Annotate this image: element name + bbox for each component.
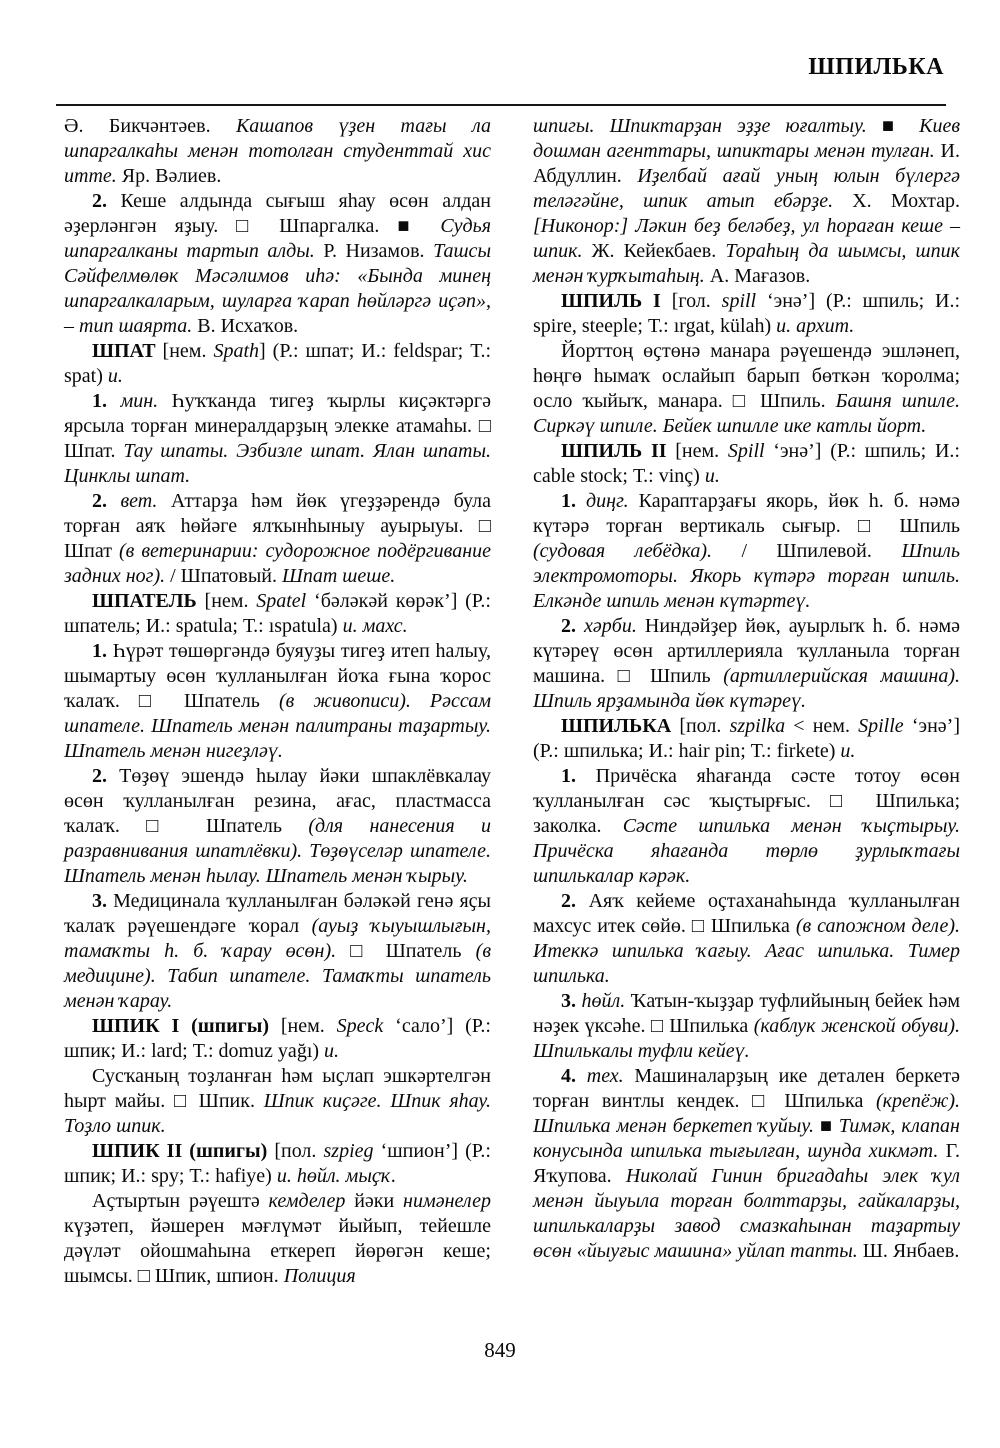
dictionary-paragraph	[64, 114, 491, 189]
dictionary-paragraph	[533, 339, 960, 439]
text-segment: Кашапов үҙен тағы ла шпаргалкаһы менән тотолған студенттай хис итте.	[64, 115, 491, 187]
text-segment: Р. Низамов.	[314, 240, 434, 262]
text-segment: кемделер	[268, 1190, 346, 1212]
text-segment: Ҡатын-ҡыҙҙар туфлийының бейек һәм нәҙек үксәһе. □ Шпилька	[533, 990, 960, 1037]
text-segment: 3.	[561, 990, 582, 1012]
text-segment: Шпик киҫәге. Шпик яһау. Тоҙло шпик.	[64, 1090, 491, 1137]
text-segment: ‘бәләкәй көрәк’] (Р.: шпатель; И.: spatula; Т.: ıspatula)	[64, 590, 491, 637]
text-segment: ] (Р.: шпат; И.: feldspar; Т.: spat)	[64, 340, 491, 387]
text-segment: 2.	[92, 490, 121, 512]
text-segment: 2.	[561, 890, 589, 912]
dictionary-paragraph	[533, 289, 960, 339]
dictionary-paragraph	[64, 339, 491, 389]
text-segment: Полиция	[283, 1265, 356, 1287]
dictionary-paragraph	[533, 989, 960, 1064]
text-segment: Николай Гинин бригадаһы элек ҡул менән йыуыла торған болттарҙы, гайкаларҙы, шпилькаларҙы завод смазкаһынан таҙартыу өсөн «йыуғыс машина» уйлап тапты.	[533, 1165, 960, 1262]
text-segment: шпигы. Шпиктарҙан эҙҙе юғалтыу.	[533, 115, 867, 137]
text-segment: 3.	[92, 890, 114, 912]
text-segment: Шпат шеше.	[281, 565, 396, 587]
text-segment: 1.	[561, 490, 587, 512]
text-segment: ‘энә’] (Р.: шпиль; И.: spire, steeple; Т.: ırgat, külah)	[533, 290, 960, 337]
text-segment: [нем.	[162, 340, 214, 362]
text-segment: Причёска яһағанда сәсте тотоу өсөн ҡулланылған сәс ҡыҫтырғыс. □ Шпилька; заколка.	[533, 765, 961, 837]
text-segment: хәрби.	[584, 615, 645, 637]
text-segment: Төҙөү эшендә һылау йәки шпаклёвкалау өсөн ҡулланылған резина, ағас, пластмасса ҡалаҡ. □ Шпатель	[64, 765, 491, 837]
text-segment: Киев дошман агенттары, шпиктары менән тулған.	[533, 115, 960, 162]
text-segment: и.	[107, 365, 123, 387]
text-segment: Һуҡҡанда тигеҙ ҡырлы киҫәктәргә ярсыла торған минералдарҙың элекке атамаһы. □ Шпат.	[64, 390, 492, 462]
text-segment: Сусҡаның тоҙланған һәм ыҫлап эшкәртелгән һырт майы. □ Шпик.	[64, 1065, 491, 1112]
header-rule	[56, 104, 946, 106]
dictionary-paragraph	[533, 614, 960, 714]
text-segment: Медицинала ҡулланылған бәләкәй генә яҫы ҡалаҡ рәүешендәге ҡорал	[64, 890, 491, 937]
text-segment: Шпиль электромоторы. Якорь күтәрә торған шпиль. Елкәнде шпиль менән күтәртеү.	[533, 540, 960, 612]
text-segment: 2.	[92, 765, 120, 787]
text-segment: диңг.	[586, 490, 639, 512]
text-segment: Speck	[336, 1015, 384, 1037]
text-segment: [Никонор:] Ләкин беҙ беләбеҙ, ул һораған кеше – шпик.	[533, 215, 960, 262]
text-segment: Ш. Янбаев.	[857, 1240, 960, 1262]
text-segment: Ж. Кейекбаев.	[582, 240, 726, 262]
dictionary-paragraph	[533, 489, 960, 614]
text-segment: Машиналарҙың ике детален беркетә торған винтлы кендек. □ Шпилька	[533, 1065, 961, 1112]
text-segment: szpilka	[729, 715, 786, 737]
text-segment: ■	[866, 115, 920, 137]
dictionary-paragraph	[64, 389, 491, 489]
text-segment: (крепёж). Шпилька менән беркетеп ҡуйыу.	[533, 1090, 960, 1137]
column-right	[533, 114, 960, 1289]
text-segment: Сәсте шпилька менән ҡыҫтырыу. Причёска яһағанда төрлө ҙурлыҡтағы шпилькалар кәрәк.	[533, 815, 960, 887]
text-segment: Яр. Вәлиев.	[116, 165, 222, 187]
text-segment: мин.	[120, 390, 172, 412]
text-segment: Ташсы Сәйфелмөлөк Мәсәлимов иһә: «Бында минең шпаргалкаларым, шуларға ҡарап һөйләргә иҫәп», – тип шаярта.	[64, 240, 491, 337]
text-segment: ШПАТ	[92, 340, 163, 362]
text-segment: 1.	[561, 765, 596, 787]
text-segment: (судовая лебёдка).	[533, 540, 713, 562]
running-head-title: ШПИЛЬКА	[808, 54, 944, 80]
text-segment: Һүрәт төшөргәндә буяуҙы тигеҙ итеп һалыу, шымартыу өсөн ҡулланылған йоҡа ғына ҡорос ҡалаҡ. □ Шпатель	[64, 640, 491, 712]
text-segment: нимәнелер	[403, 1190, 492, 1212]
dictionary-paragraph	[64, 489, 491, 589]
dictionary-paragraph	[533, 889, 960, 989]
text-segment: (для нанесения и разравнивания шпатлёвки). Төҙөүселәр шпателе. Шпатель менән һылау. Шпатель менән ҡырыу.	[64, 815, 491, 887]
text-segment: [гол.	[671, 290, 722, 312]
text-segment: и. һөйл. мыҫҡ.	[276, 1165, 397, 1187]
text-segment: тех.	[586, 1065, 635, 1087]
dictionary-paragraph	[64, 764, 491, 889]
text-columns	[64, 114, 960, 1289]
page-number: 849	[484, 1338, 516, 1362]
text-segment: 4.	[561, 1065, 587, 1087]
text-segment: Аяҡ кейеме оҫтаханаһында ҡулланылған махсус итек сөйө. □ Шпилька	[533, 890, 960, 937]
text-segment: Ниндәйҙер йөк, ауырлыҡ һ. б. нәмә күтәреү өсөн артиллерияла ҡулланыла торған машина. □ Шпиль	[533, 615, 961, 687]
text-segment: ШПАТЕЛЬ	[92, 590, 205, 612]
text-segment: А. Мағазов.	[704, 265, 811, 287]
page-footer	[0, 1338, 1000, 1363]
dictionary-paragraph	[533, 1064, 960, 1264]
dictionary-paragraph	[64, 639, 491, 764]
text-segment: (в ветеринарии: судорожное подёргивание задних ног).	[64, 540, 491, 587]
text-segment: 1.	[92, 390, 121, 412]
text-segment: Spath	[213, 340, 260, 362]
text-segment: [нем.	[675, 440, 728, 462]
text-segment: Spill	[727, 440, 765, 462]
text-segment: йәки	[345, 1190, 404, 1212]
text-segment: [пол.	[274, 1140, 324, 1162]
text-segment: (ауыҙ ҡыуышлығын, тамаҡты һ. б. ҡарау өсөн).	[64, 915, 491, 962]
text-segment: Кеше алдында сығыш яһау өсөн алдан әҙерләнгән яҙыу. □ Шпаргалка. ■	[64, 190, 492, 237]
dictionary-paragraph	[64, 1064, 491, 1139]
text-segment: □ Шпатель	[336, 940, 476, 962]
text-segment: Х. Мохтар.	[833, 190, 961, 212]
text-segment: Тораһың да шымсы, шпик менән ҡурҡытаһың.	[533, 240, 961, 287]
text-segment: [нем.	[280, 1015, 337, 1037]
text-segment: Тау шпаты. Эзбизле шпат. Ялан шпаты. Цинклы шпат.	[64, 440, 491, 487]
text-segment: 2.	[561, 615, 585, 637]
page-header	[62, 54, 944, 81]
text-segment: Г. Яҡупова.	[533, 1140, 960, 1187]
text-segment: Иҙелбай ағай уның юлын бүлергә теләгәйне, шпик атып ебәрҙе.	[533, 165, 961, 212]
text-segment: / Шпатовый.	[165, 565, 282, 587]
text-segment: szpieg	[323, 1140, 374, 1162]
dictionary-paragraph	[533, 439, 960, 489]
text-segment: [пол.	[679, 715, 730, 737]
text-segment: ШПИЛЬ II	[561, 440, 676, 462]
text-segment: (в медицине). Табип шпателе. Тамаҡты шпатель менән ҡарау.	[64, 940, 491, 1012]
text-segment: Аттарҙа һәм йөк үгеҙҙәрендә була торған аяҡ һөйәге ялҡынһыныу ауырыуы. □ Шпат	[64, 490, 491, 562]
dictionary-paragraph	[533, 764, 960, 889]
text-segment: (в живописи). Рәссам шпателе. Шпатель менән палитраны таҙартыу. Шпатель менән нигеҙләү.	[64, 690, 491, 762]
dictionary-paragraph	[64, 589, 491, 639]
dictionary-paragraph	[533, 114, 960, 289]
text-segment: 1.	[92, 640, 113, 662]
text-segment: ‘энә’] (Р.: шпилька; И.: hair pin; Т.: firkete)	[533, 715, 960, 762]
dictionary-paragraph	[533, 714, 960, 764]
dictionary-paragraph	[64, 889, 491, 1014]
text-segment: һөйл.	[581, 990, 631, 1012]
text-segment: ШПИК II (шпигы)	[92, 1140, 275, 1162]
text-segment: Аҫтыртын рәүештә	[92, 1190, 269, 1212]
text-segment: Spatel	[256, 590, 307, 612]
text-segment: (в сапожном деле). Итеккә шпилька ҡағыу. Ағас шпилька. Тимер шпилька.	[533, 915, 960, 987]
text-segment: ШПИЛЬ I	[561, 290, 672, 312]
text-segment: Spille	[858, 715, 904, 737]
text-segment: и.	[324, 1040, 340, 1062]
text-segment: и.	[704, 465, 720, 487]
text-segment: И. Абдуллин.	[533, 140, 960, 187]
text-segment: Судья шпаргалканы тартып алды.	[64, 215, 491, 262]
text-segment: < нем.	[785, 715, 859, 737]
text-segment: (каблук женской обуви). Шпилькалы туфли кейеү.	[533, 1015, 960, 1062]
text-segment: и. архит.	[776, 315, 855, 337]
text-segment: Башня шпиле. Сиркәү шпиле. Бейек шпилле ике катлы йорт.	[533, 390, 960, 437]
text-segment: күҙәтеп, йәшерен мәғлүмәт йыйып, тейешле дәүләт ойошмаһына еткереп йөрөгән кеше; шымсы. □ Шпик, шпион.	[64, 1215, 491, 1287]
text-segment: Ә. Бикчәнтәев.	[64, 115, 237, 137]
text-segment: 2.	[92, 190, 121, 212]
text-segment: ‘сало’] (Р.: шпик; И.: lard; Т.: domuz yağı)	[64, 1015, 491, 1062]
dictionary-paragraph	[64, 1189, 491, 1289]
text-segment: ШПИК I (шпигы)	[92, 1015, 281, 1037]
text-segment: [нем.	[204, 590, 257, 612]
dictionary-paragraph	[64, 1014, 491, 1064]
text-segment: Тимәк, клапан конусында шпилька тығылған, шунда хикмәт.	[533, 1115, 960, 1162]
text-segment: Йорттоң өҫтөнә манара рәүешендә эшләнеп, һөңгө һымаҡ ослайып барып бөткән ҡоролма; осло ҡыйыҡ, манара. □ Шпиль.	[533, 340, 960, 412]
text-segment: ■	[813, 1115, 839, 1137]
text-segment: / Шпилевой.	[712, 540, 902, 562]
dictionary-paragraph	[64, 189, 491, 339]
text-segment: и.	[840, 740, 856, 762]
text-segment: и. махс.	[342, 615, 408, 637]
text-segment: Караптарҙағы якорь, йөк һ. б. нәмә күтәрә торған вертикаль сығыр. □ Шпиль	[533, 490, 961, 537]
text-segment: spill	[721, 290, 757, 312]
dictionary-paragraph	[64, 1139, 491, 1189]
text-segment: ШПИЛЬКА	[561, 715, 680, 737]
text-segment: (артиллерийская машина). Шпиль ярҙамында йөк күтәреү.	[533, 665, 960, 712]
column-left	[64, 114, 491, 1289]
text-segment: ‘энә’] (Р.: шпиль; И.: cable stock; Т.: vinç)	[533, 440, 960, 487]
text-segment: ‘шпион’] (Р.: шпик; И.: spy; Т.: hafiye)	[64, 1140, 491, 1187]
text-segment: вет.	[120, 490, 171, 512]
text-segment: В. Исхаҡов.	[192, 315, 299, 337]
